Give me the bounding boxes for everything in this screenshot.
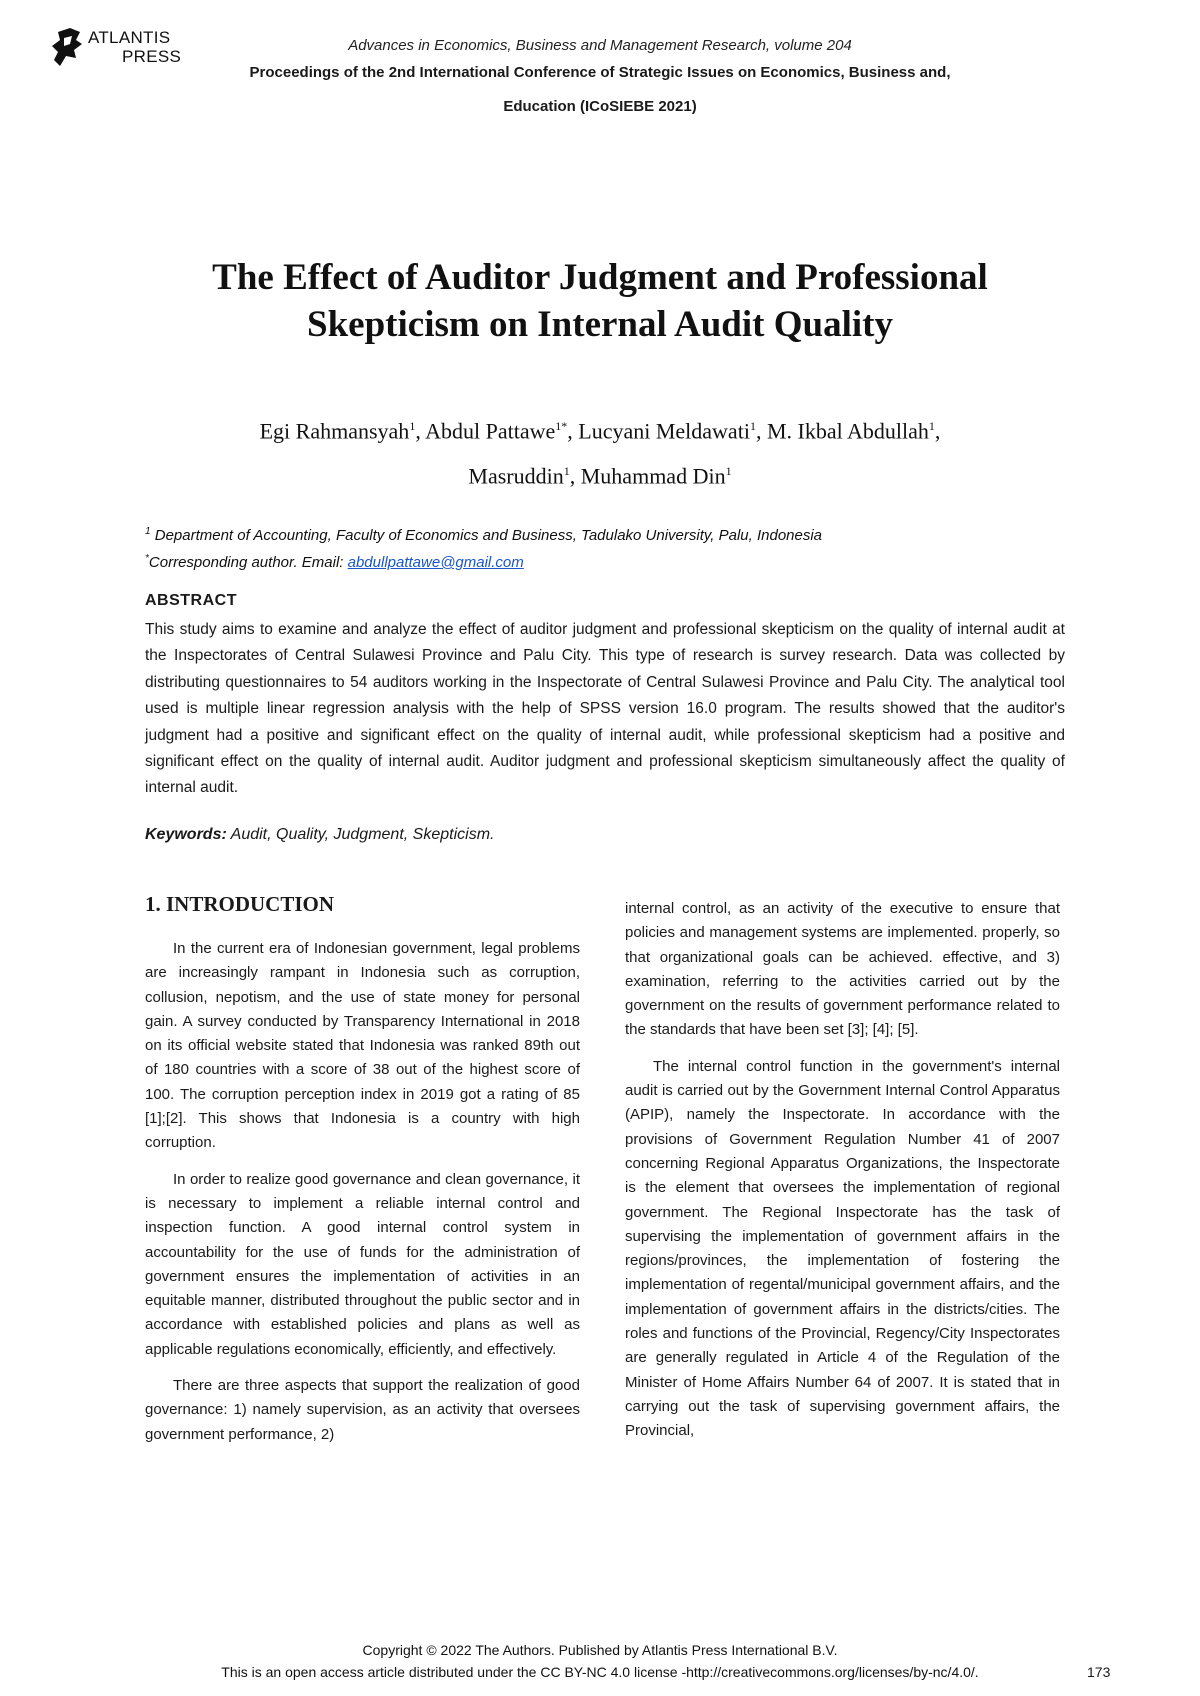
author-line-2: Masruddin$^1$, Muhammad Din$^1$ [468,463,732,489]
affiliation-marker: 1 [725,464,732,479]
right-column [625,897,1060,1456]
author-name: Egi Rahmansyah [259,418,410,444]
paragraph: In the current era of Indonesian government, legal problems are increasingly rampant in Indonesia such as corruption, collusion, nepotism, and the use of state money for personal gain. A survey conducted by Transparency International in 2018 on its official website stated that Indonesia was ranked 89th out of 180 countries with a score of 38 out of the highest score of 100. The corruption perception index in 2019 got a rating of 85 [1];[2]. This shows that Indonesia is a country with high corruption. [145,940,580,1152]
copyright-notice: Copyright © 2022 The Authors. Published by Atlantis Press International B.V. [362,1642,838,1658]
corresponding-label: Corresponding author. Email: [148,554,348,571]
paper-title [100,254,1100,348]
affiliation-marker: 1 [555,419,562,433]
abstract-text: This study aims to examine and analyze the effect of auditor judgment and professional skepticism on the quality of internal audit at the Inspectorates of Central Sulawesi Province and Palu City. This type of research is survey research. Data was collected by distributing questionnaires to 54 auditors working in the Inspectorate of Central Sulawesi Province and Palu City. The analytical tool used is multiple linear regression analysis with the help of SPSS version 16.0 program. The results showed that the auditor's judgment had a positive and significant effect on the quality of internal audit, while professional skepticism had a positive and significant effect on the quality of internal audit. Auditor judgment and professional skepticism simultaneously affect the quality of internal audit. [145,621,1065,797]
title-line-1: The Effect of Auditor Judgment and Professional [212,257,988,298]
corresponding-marker: * [561,419,568,433]
department-text: Department of Accounting, Faculty of Economics and Business, Tadulako University, Palu, Indonesia [154,527,823,544]
affiliation-marker: 1 [563,464,570,479]
affiliation-marker: 1 [749,419,756,433]
author-name: Lucyani Meldawati [578,418,750,444]
affiliation-marker: 1 [409,419,416,433]
title-line-2: Skepticism on Internal Audit Quality [307,304,893,345]
author-name: Muhammad Din [580,463,726,489]
series-header: Advances in Economics, Business and Management Research, volume 204 [348,37,852,54]
author-line-1: Egi Rahmansyah$^1$, Abdul Pattawe$^{1*}$, Lucyani Meldawati$^1$, M. Ikbal Abdullah$^1$, [259,418,941,444]
corresponding-marker: * [145,553,149,564]
email-link[interactable]: abdullpattawe@gmail.com [347,554,524,571]
logo-text-press: PRESS [122,47,182,66]
corresponding-line [145,547,822,574]
paragraph: In order to realize good governance and clean governance, it is necessary to implement a reliable internal control and inspection function. A good internal control system in accountability for the use of funds for the administration of government ensures the implementation of activities in an equitable manner, distributed throughout the public sector and in accordance with established policies and plans as well as applicable regulations economically, efficiently, and effectively. [145,1170,580,1358]
left-column [145,937,580,1459]
author-name: Masruddin [468,463,564,489]
affiliation-marker: 1 [145,526,151,537]
section-heading-introduction: 1. INTRODUCTION [145,892,335,916]
author-list [100,406,1100,497]
paragraph: internal control, as an activity of the executive to ensure that policies and management systems are implemented. properly, so that organizational goals can be achieved. effective, and 3) examination, referring to the activities carried out by the government on the results of government performance related to the standards that have been set [3]; [4]; [5]. [625,900,1060,1039]
proceedings-header: Proceedings of the 2nd International Conference of Strategic Issues on Economics, Business and, [249,64,951,81]
page-number: 173 [1087,1664,1111,1680]
paragraph: The internal control function in the government's internal audit is carried out by the Government Internal Control Apparatus (APIP), namely the Inspectorate. In accordance with the provisions of Government Regulation Number 41 of 2007 concerning Regional Apparatus Organizations, the Inspectorate is the element that oversees the implementation of regional government. The Regional Inspectorate has the task of supervising the implementation of government affairs in the regions/provinces, the implementation of fostering the implementation of regental/municipal government affairs, and the implementation of government affairs in the districts/cities. The roles and functions of the Provincial, Regency/City Inspectorates are generally regulated in Article 4 of the Regulation of the Minister of Home Affairs Number 64 of 2007. It is stated that in carrying out the task of supervising government affairs, the Provincial, [625,1057,1060,1440]
affiliation-line [145,520,822,547]
license-notice: This is an open access article distributed under the CC BY-NC 4.0 license -http://creativecommons.org/licenses/by-nc/4.0/. [221,1664,979,1680]
keywords-label: Keywords: [145,826,227,843]
affiliation-block [145,520,822,574]
keywords-text: Audit, Quality, Judgment, Skepticism. [226,826,495,843]
proceedings-header-continued: Education (ICoSIEBE 2021) [503,98,697,115]
author-name: Abdul Pattawe [425,418,556,444]
author-name: M. Ikbal Abdullah [766,418,929,444]
paragraph: There are three aspects that support the realization of good governance: 1) namely supervision, as an activity that oversees government performance, 2) [145,1377,580,1443]
abstract-heading: ABSTRACT [145,592,237,609]
keywords-line [145,826,494,844]
affiliation-marker: 1 [928,419,935,433]
logo-text-atlantis: ATLANTIS [88,28,171,47]
